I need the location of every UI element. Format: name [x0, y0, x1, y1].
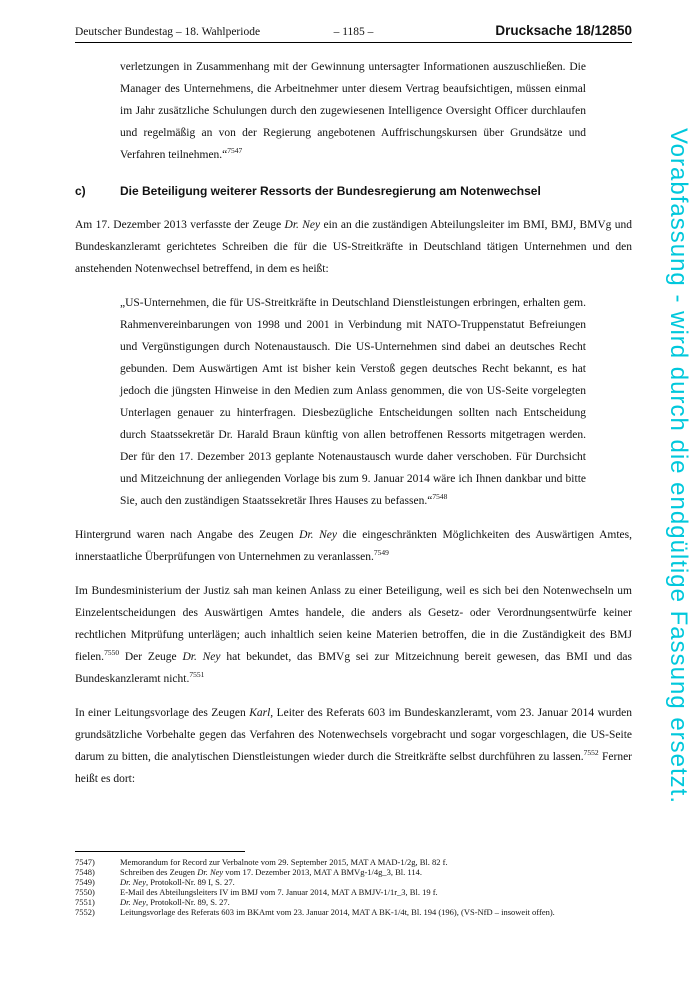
- header-drucksache-number: Drucksache 18/12850: [495, 23, 633, 38]
- page-content: [75, 56, 632, 848]
- header-publication-title: Deutscher Bundestag – 18. Wahlperiode: [75, 26, 261, 38]
- footnote: [75, 887, 632, 897]
- vorabfassung-watermark: Vorabfassung - wird durch die endgültige Fassung ersetzt.: [665, 128, 692, 805]
- footnote-number: 7550): [75, 887, 95, 897]
- footnote-number: 7552): [75, 907, 95, 917]
- body-paragraph-2: Hintergrund waren nach Angabe des Zeugen Dr. Ney die eingeschränkten Möglichkeiten des Auswärtigen Amtes, innerstaatliche Überprüfungen von Unternehmen zu veranlassen.$^{7549}$: [75, 529, 632, 563]
- footnote: [75, 867, 632, 877]
- body-paragraph-1: Am 17. Dezember 2013 verfasste der Zeuge Dr. Ney ein an die zuständigen Abteilungsleiter im BMI, BMJ, BMVg und Bundeskanzleramt gerichtetes Schreiben die für die US-Streitkräfte in Deutschland tätigen Unternehmen und den anstehenden Notenwechsel betreffend, in dem es heißt:: [75, 219, 632, 275]
- header-divider: [75, 42, 632, 43]
- body-paragraph-3: Im Bundesministerium der Justiz sah man keinen Anlass zu einer Beteiligung, weil es sich bei den Notenwechseln um Einzelentscheidungen des Auswärtigen Amtes handele, die anders als Gesetz- oder Verordnungsentwürfe keiner rechtlichen Mitprüfung unterlägen; auch inhaltlich seien keine Materien betroffen, die in die Zuständigkeit des BMJ fielen.$^{7550}$ Der Zeuge Dr. Ney hat bekundet, das BMVg sei zur Mitzeichnung bereit gewesen, das BMI und das Bundeskanzleramt nicht.$^{7551}$: [75, 585, 632, 685]
- footnote-text: Dr. Ney, Protokoll-Nr. 89, S. 27.: [120, 897, 230, 907]
- footnote-number: 7549): [75, 877, 95, 887]
- quote-paragraph: „US-Unternehmen, die für US-Streitkräfte in Deutschland Dienstleistungen erbringen, erhalten gem. Rahmenvereinbarungen von 1998 und 2001 in Verbindung mit NATO-Truppenstatut Befreiungen und Vergünstigungen durch Notenaustausch. Die US-Unternehmen sind dabei an deutsches Recht gebunden. Dem Auswärtigen Amt ist bisher kein Verstoß gegen deutsches Recht bekannt, es hat jedoch die jüngsten Hinweise in den Medien zum Anlass genommen, die von US-Seite vorgelegten Unterlagen genauer zu hinterfragen. Diesbezügliche Entscheidungen sollten nach Entscheidung durch Staatssekretär Dr. Harald Braun künftig von allen betroffenen Ressorts mitgetragen werden. Der für den 17. Dezember 2013 geplante Notenaustausch wurde daher verschoben. Für Durchsicht und Mitzeichnung der anliegenden Vorlage bis zum 9. Januar 2014 wäre ich Ihnen dankbar und bitte Sie, auch den zuständigen Staatssekretär Ihres Hauses zu befassen.“$^{7548}$: [120, 297, 586, 507]
- section-heading-label: c): [75, 184, 86, 198]
- footnote-number: 7548): [75, 867, 95, 877]
- header-page-number: – 1185 –: [333, 26, 374, 38]
- footnote-number: 7547): [75, 857, 95, 867]
- footnote: [75, 897, 632, 907]
- footnotes-section: [75, 851, 632, 917]
- footnote-text: E-Mail des Abteilungsleiters IV im BMJ vom 7. Januar 2014, MAT A BMJV-1/1r_3, Bl. 19 f.: [120, 887, 438, 897]
- body-paragraph-4: In einer Leitungsvorlage des Zeugen Karl, Leiter des Referats 603 im Bundeskanzleramt, vom 23. Januar 2014 wurden grundsätzliche Vorbehalte gegen das Verfahren des Notenwechsels vorgebracht und sogar vorgeschlagen, die US-Seite darum zu bitten, die analytischen Dienstleistungen wieder durch die Streitkräfte selbst durchführen zu lassen.$^{7552}$ Ferner heißt es dort:: [75, 707, 632, 785]
- footnote-text: Leitungsvorlage des Referats 603 im BKAmt vom 23. Januar 2014, MAT A BK-1/4t, Bl. 194 (196), (VS-NfD – insoweit offen).: [120, 907, 555, 917]
- footnote-text: Dr. Ney, Protokoll-Nr. 89 I, S. 27.: [120, 877, 235, 887]
- footnote-text: Schreiben des Zeugen Dr. Ney vom 17. Dezember 2013, MAT A BMVg-1/4g_3, Bl. 114.: [120, 867, 422, 877]
- footnote: [75, 907, 632, 917]
- page-header: [75, 23, 632, 38]
- section-heading: [75, 182, 632, 200]
- footnote-number: 7551): [75, 897, 95, 907]
- footnote-divider: [75, 851, 245, 852]
- footnote: [75, 877, 632, 887]
- section-heading-text: Die Beteiligung weiterer Ressorts der Bundesregierung am Notenwechsel: [120, 184, 541, 198]
- footnote: [75, 857, 632, 867]
- quote-continuation-paragraph: verletzungen in Zusammenhang mit der Gewinnung untersagter Informationen auszuschließen. Die Manager des Unternehmens, die Arbeitnehmer unter diesem Vertrag beaufsichtigen, müssen einmal im Jahr zusätzliche Schulungen durch den zugewiesenen Intelligence Oversight Officer durchlaufen und regelmäßig an von der Regierung angebotenen Auffrischungskursen über Grundsätze und Verfahren teilnehmen.“$^{7547}$: [120, 61, 586, 161]
- footnote-text: Memorandum for Record zur Verbalnote vom 29. September 2015, MAT A MAD-1/2g, Bl. 82 f.: [120, 857, 448, 867]
